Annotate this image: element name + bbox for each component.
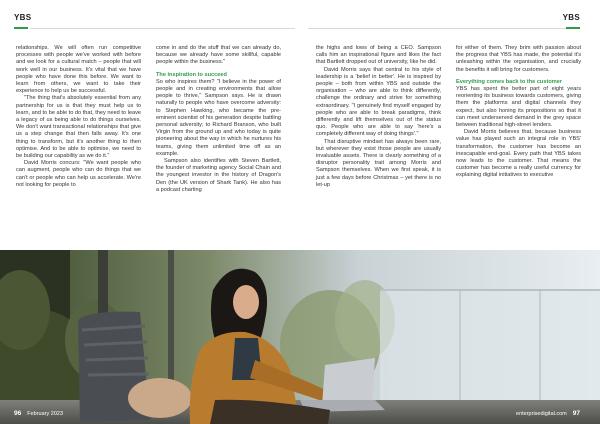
paragraph: YBS has spent the better part of eight years reorienting its business towards customers, giving them the platforms and digital channels they expect, but also honing its propositions so that it can meet underserved demand in the grey space between traditional high-street lenders. [456, 86, 581, 129]
subheading: The inspiration to succeed [156, 71, 227, 78]
paragraph: relationships. We will often run competitive processes with people we've worked with before and we look for a cultural match – people that will work well in our business. It's vital that we have people who have done this before. We want to learn from others, we want to take their experience to help us be successful. [16, 45, 141, 95]
website-link[interactable]: enterprisedigital.com [516, 411, 567, 417]
paragraph: David Morris believes that, because business value has played such an integral role in YBS' transformation, the customer has become an inescapable end-goal. Every path that YBS takes now leads to the customer. That means the customer has become a really useful currency for explaining digital initiatives to executive [456, 129, 581, 179]
paragraph: "The thing that's absolutely essential from any partnership for us is that they must help us to learn, and to be able to do that, they need to leave a legacy of us being able to do things ourselves. We don't want transactional relationships that give us a step change that then falls away. It's one thing to transform, but it's another thing to then optimise. And to be able to optimise, we need to be building our capability as we do it." [16, 95, 141, 160]
header-rule-right [308, 28, 566, 29]
paragraph: for either of them. They brim with passion about the progress that YBS has made, the potential it's unleashing within the organisation, and crucially the benefits it will bring for customers. [456, 45, 581, 73]
hero-photo [0, 250, 600, 424]
accent-bar-left [14, 27, 28, 29]
paragraph: That disruptive mindset has always been rare, but wherever they exist those people are usually invaluable assets. There is clearly something of a disruptor personality trait among Morris and Sampson themselves. When we first speak, it is just a few days before Christmas – yet there is no let-up [316, 138, 441, 188]
section-tag-right: YBS [562, 13, 580, 22]
paragraph: come in and do the stuff that we can already do, because we already have some skillful, capable people within the business." [156, 45, 281, 66]
article-column-4 [456, 45, 581, 180]
folio-right [516, 410, 580, 417]
issue-date: February 2023 [27, 411, 64, 417]
section-tag-left: YBS [14, 13, 32, 22]
paragraph: David Morris says that central to his style of leadership is a 'belief in better'. He is inspired by people – both from within YBS and outside the organisation – who are able to think differently, challenge the ordinary and strive for something extraordinary. "I genuinely find myself engaged by people who are able to break paradigms, think differently and lift themselves out of the status quo. People who are able to say 'here's a completely different way of doing things'." [316, 66, 441, 138]
article-column-2 [156, 45, 281, 194]
paragraph: So who inspires them? "I believe in the power of people and in creating environments that allow people to thrive," Sampson says. He is drawn naturally to people who have overcome adversity: to Stephen Hawking, who became the pre-eminent scientist of his generation despite battling personal adversity; to Richard Branson, who built Virgin from the ground up and who today is quite pioneering about the way in which he nurtures his teams, giving them unlimited time off as an example. [156, 78, 281, 157]
header-rule-left [30, 28, 295, 29]
page-number-left: 96 [14, 410, 22, 417]
folio-left [14, 410, 63, 417]
paragraph: Sampson also identifies with Steven Bartlett, the founder of marketing agency Social Chain and the youngest investor in the history of Dragon's Den (the UK version of Shark Tank). He also has a podcast charting [156, 158, 281, 193]
article-column-1 [16, 45, 141, 189]
paragraph: the highs and lows of being a CEO. Sampson calls him an inspirational figure and likes the fact that Bartlett dropped out of university, like he did. [316, 45, 441, 66]
article-column-3 [316, 45, 441, 189]
page-footer [0, 406, 600, 424]
subheading: Everything comes back to the customer [456, 78, 563, 85]
page-number-right: 97 [572, 410, 580, 417]
accent-bar-right [566, 27, 580, 29]
paragraph: David Morris concurs: "We want people who can augment, people who can do things that we can't or people who can help us accelerate. We're not looking for people to [16, 160, 141, 188]
